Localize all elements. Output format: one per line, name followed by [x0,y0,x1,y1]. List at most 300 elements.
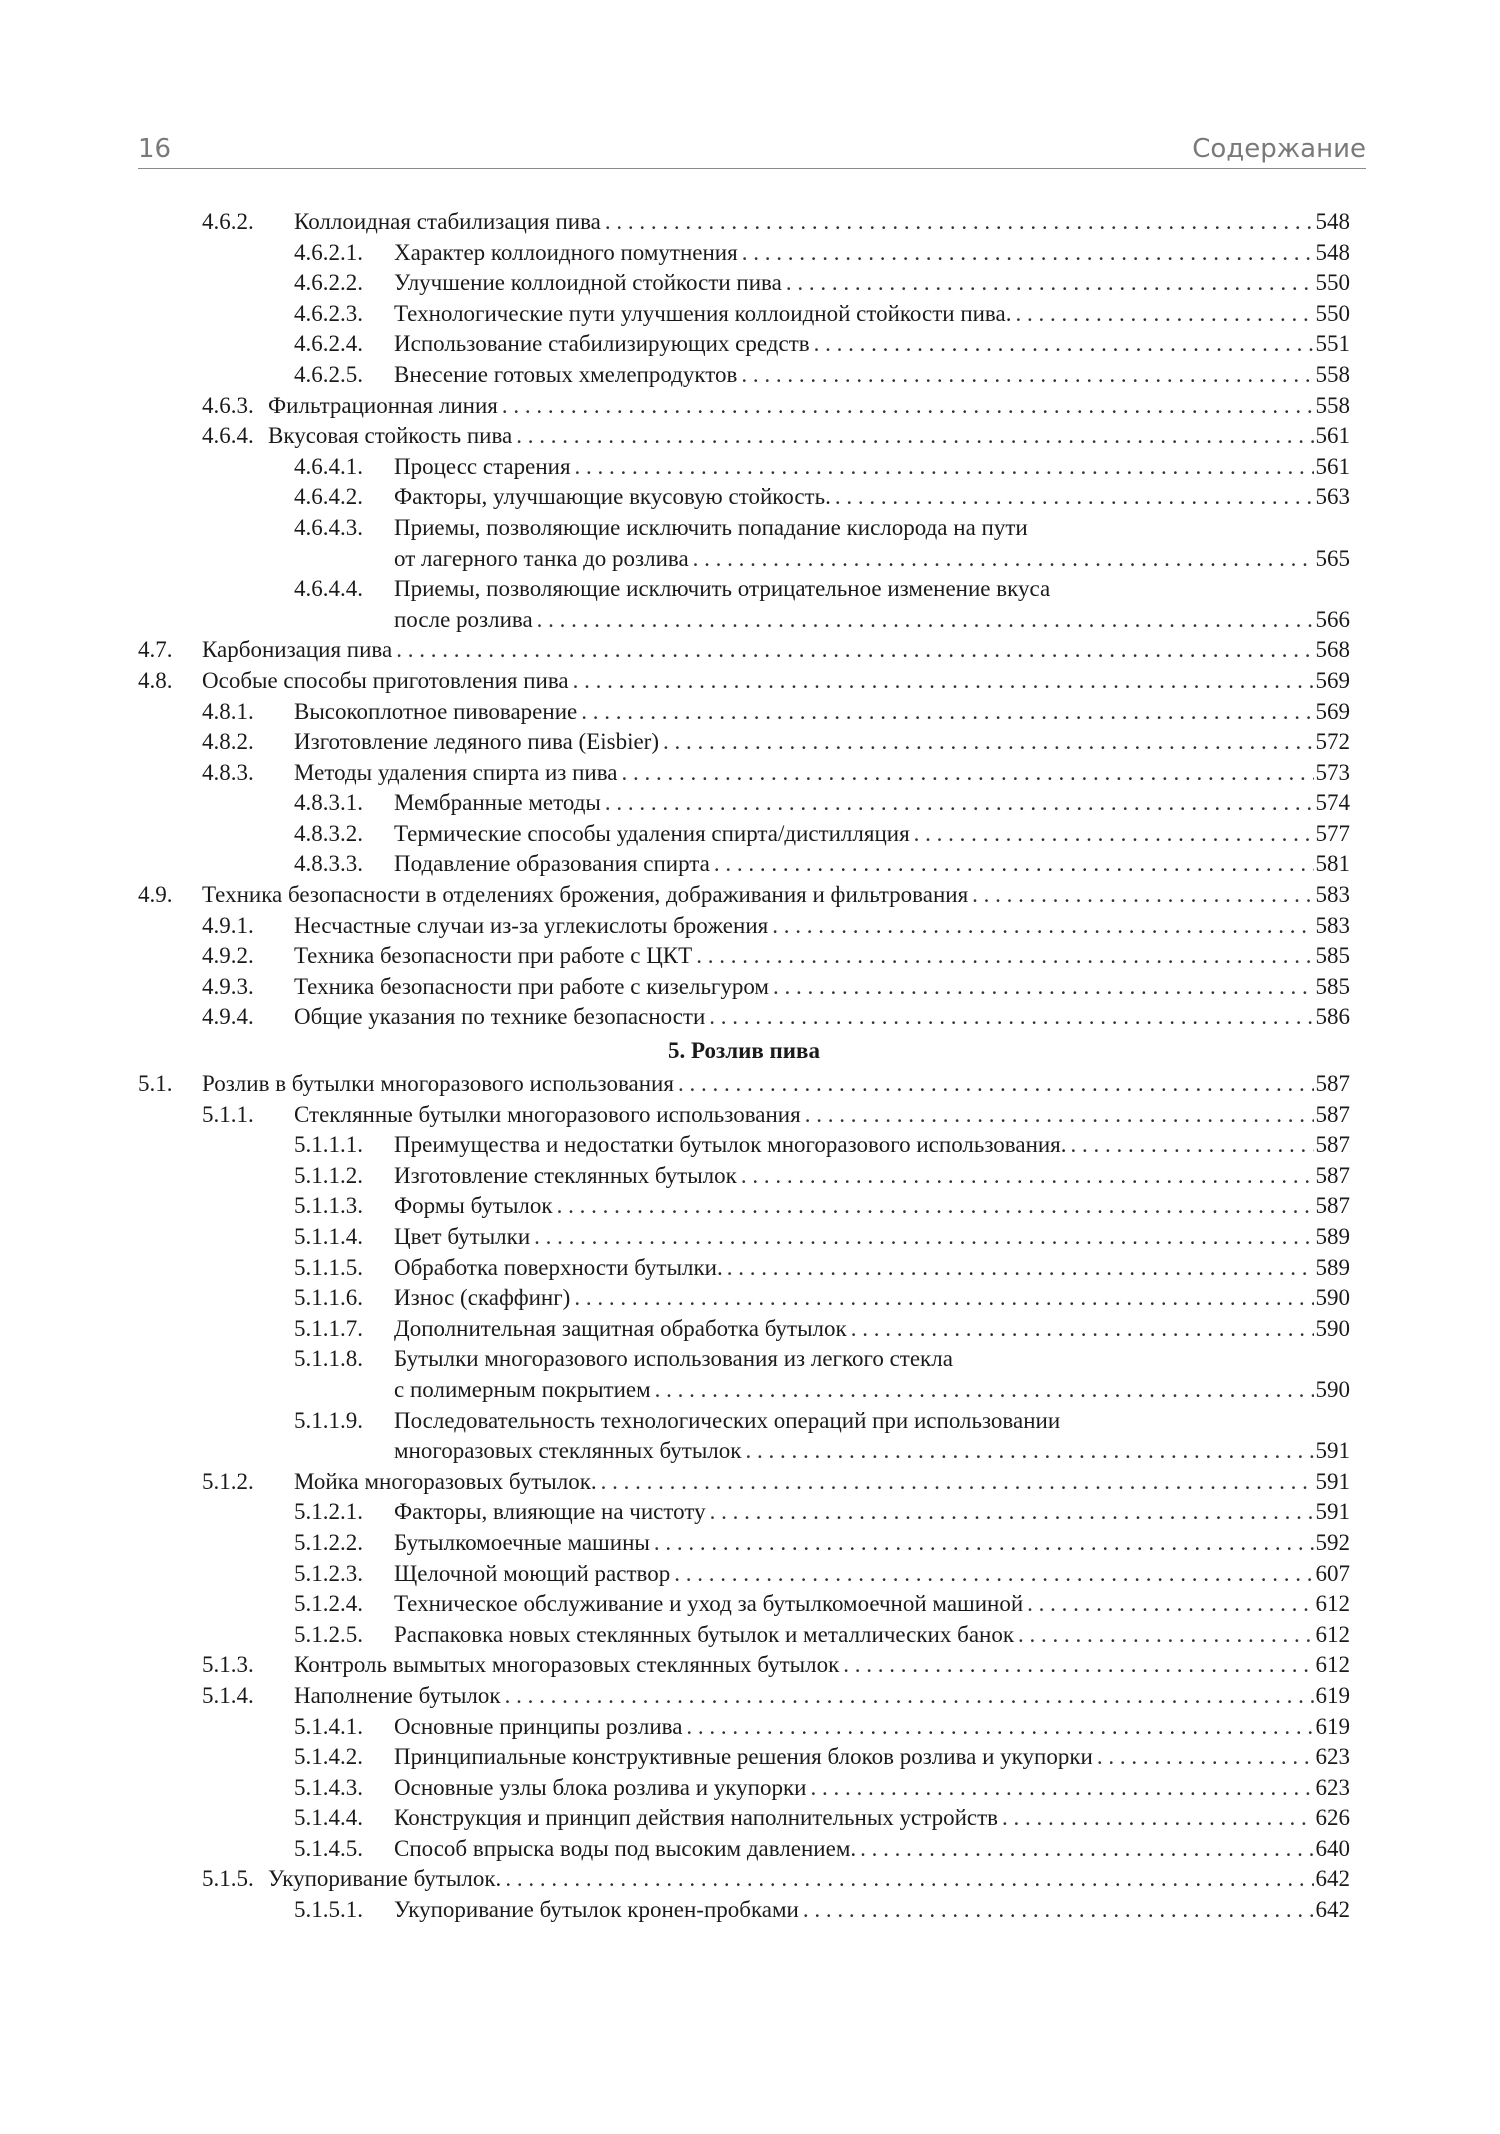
toc-entry-continuation [394,544,1350,575]
toc-entry[interactable] [138,849,1350,880]
dot-leader [1015,299,1313,330]
toc-entry-line [394,1497,1350,1528]
chapter-heading: 5. Розлив пива [668,1038,820,1064]
dot-leader [396,635,1313,666]
toc-entry-number: 5.1.1. [202,1101,254,1127]
toc-page-number: 587 [1315,1071,1350,1097]
toc-entry-number: 5.1.1.3. [294,1193,363,1219]
toc-entry-line [394,268,1350,299]
dot-leader [772,911,1313,942]
toc-entry-title: Технологические пути улучшения коллоидной стойкости пива. [394,300,1012,326]
toc-entry[interactable] [138,1803,1350,1834]
toc-entry-number: 4.8.3.3. [294,851,363,877]
dot-leader [709,1002,1313,1033]
toc-entry[interactable] [138,1344,1350,1405]
toc-entry[interactable] [138,1100,1350,1131]
toc-entry[interactable] [138,1681,1350,1712]
toc-entry-title: Последовательность технологических операций при использовании [394,1407,1061,1433]
toc-entry-title: Карбонизация пива [202,637,393,663]
toc-entry-number: 4.6.4.2. [294,484,363,510]
toc-entry-line [202,635,1350,666]
toc-entry[interactable] [138,299,1350,330]
toc-entry-title: Распаковка новых стеклянных бутылок и металлических банок [394,1621,1015,1647]
toc-entry[interactable] [138,635,1350,666]
toc-page-number: 574 [1315,790,1350,816]
toc-entry-title: Бутылки многоразового использования из легкого стекла [394,1346,953,1372]
toc-entry[interactable] [138,1864,1350,1895]
toc-entry-title: Стеклянные бутылки многоразового использования [294,1101,801,1127]
toc-entry-line [394,1161,1350,1192]
toc-entry-line [268,1864,1350,1895]
toc-entry[interactable] [138,1161,1350,1192]
toc-page-number: 577 [1315,820,1350,846]
toc-page-number: 548 [1315,239,1350,265]
toc-entry-number: 5.1.2.3. [294,1560,363,1586]
toc-entry-number: 5.1.1.6. [294,1285,363,1311]
toc-entry-title: Вкусовая стойкость пива [268,423,513,449]
toc-entry-line [394,1834,1350,1865]
toc-entry-number: 4.6.4.3. [294,514,363,540]
toc-entry[interactable] [138,1002,1350,1033]
dot-leader [693,544,1314,575]
toc-entry-title: Наполнение бутылок [294,1682,501,1708]
dot-leader [505,1864,1313,1895]
toc-entry-number: 5.1.1.5. [294,1254,363,1280]
toc-entry-line [294,941,1350,972]
toc-page-number: 612 [1315,1652,1350,1678]
dot-leader [534,1222,1313,1253]
toc-entry-line [394,360,1350,391]
toc-entry-title: Процесс старения [394,453,571,479]
toc-entry-line [394,819,1350,850]
toc-entry[interactable] [138,880,1350,911]
toc-entry-title: Приемы, позволяющие исключить попадание кислорода на пути [394,514,1028,540]
toc-entry[interactable] [138,1191,1350,1222]
toc-entry[interactable] [138,1773,1350,1804]
toc-entry-number: 5.1.4.4. [294,1805,363,1831]
toc-entry-number: 5.1.2.5. [294,1621,363,1647]
toc-page-number: 590 [1315,1285,1350,1311]
toc-page-number: 550 [1315,300,1350,326]
toc-page-number: 592 [1315,1529,1350,1555]
toc-page-number: 558 [1315,361,1350,387]
dot-leader [674,1559,1313,1590]
toc-entry-number: 5.1.1.2. [294,1162,363,1188]
toc-entry[interactable] [138,1589,1350,1620]
toc-entry-line [394,238,1350,269]
toc-entry-title: Мембранные методы [394,790,601,816]
dot-leader [1097,1742,1314,1773]
toc-entry[interactable] [138,329,1350,360]
toc-entry-line [394,1314,1350,1345]
toc-entry-title: Техника безопасности при работе с ЦКТ [294,943,693,969]
toc-entry-number: 5.1. [138,1071,173,1097]
toc-page-number: 591 [1315,1438,1350,1464]
toc-entry-title: Фильтрационная линия [268,392,498,418]
toc-entry-number: 4.6.2.1. [294,239,363,265]
toc-entry-line [268,391,1350,422]
toc-entry-line [268,421,1350,452]
dot-leader [654,1528,1314,1559]
toc-entry[interactable] [138,1559,1350,1590]
toc-entry-line [394,1130,1350,1161]
dot-leader [537,605,1314,636]
toc-entry[interactable] [138,1742,1350,1773]
toc-page-number: 642 [1315,1866,1350,1892]
toc-entry-number: 4.8.2. [202,729,254,755]
toc-entry[interactable] [138,1467,1350,1498]
running-header [138,128,1366,169]
toc-entry[interactable] [138,1528,1350,1559]
toc-entry-number: 5.1.5.1. [294,1897,363,1923]
toc-entry-line [394,1253,1350,1284]
toc-entry[interactable] [138,452,1350,483]
dot-leader [773,972,1314,1003]
dot-leader [678,1069,1314,1100]
dot-leader [814,329,1314,360]
toc-entry[interactable] [138,819,1350,850]
dot-leader [502,391,1314,422]
toc-page-number: 623 [1315,1774,1350,1800]
toc-entry-title: Розлив в бутылки многоразового использования [202,1071,674,1097]
toc-entry-line [202,666,1350,697]
dot-leader [803,1895,1314,1926]
toc-entry[interactable] [138,574,1350,635]
toc-page-number: 590 [1315,1315,1350,1341]
toc-entry-title: Высокоплотное пивоварение [294,698,578,724]
dot-leader [851,1314,1314,1345]
toc-entry-line [394,299,1350,330]
toc-entry-title: Бутылкомоечные машины [394,1529,650,1555]
toc-entry-number: 4.9.2. [202,943,254,969]
toc-entry[interactable] [138,1712,1350,1743]
toc-entry[interactable] [138,1497,1350,1528]
toc-entry-line [394,1773,1350,1804]
dot-leader [710,1497,1314,1528]
toc-entry-number: 5.1.2.1. [294,1499,363,1525]
toc-page-number: 551 [1315,331,1350,357]
toc-entry-line [394,482,1350,513]
dot-leader [714,849,1314,880]
toc-entry-number: 4.6.2.5. [294,361,363,387]
toc-entry[interactable] [138,391,1350,422]
toc-entry[interactable] [138,941,1350,972]
toc-entry-title: после розлива [394,606,533,632]
toc-entry-number: 4.9.3. [202,973,254,999]
toc-entry-title: Укупоривание бутылок кронен-пробками [394,1897,799,1923]
toc-entry[interactable] [138,1834,1350,1865]
toc-entry[interactable] [138,972,1350,1003]
toc-entry-number: 4.6.4.4. [294,576,363,602]
toc-entry-title: Термические способы удаления спирта/дистилляция [394,820,910,846]
toc-entry-title: Формы бутылок [394,1193,553,1219]
toc-page-number: 583 [1315,882,1350,908]
dot-leader [914,819,1314,850]
toc-page-number: 566 [1315,606,1350,632]
toc-entry-title: Приемы, позволяющие исключить отрицательное изменение вкуса [394,576,1051,602]
toc-entry-line [394,788,1350,819]
toc-page-number: 581 [1315,851,1350,877]
toc-page-number: 583 [1315,912,1350,938]
toc-entry-line [294,1002,1350,1033]
toc-entry-line [394,849,1350,880]
dot-leader [516,421,1313,452]
dot-leader [727,1253,1314,1284]
toc-entry[interactable] [138,1253,1350,1284]
toc-entry-title: Техническое обслуживание и уход за бутылкомоечной машиной [394,1591,1024,1617]
toc-entry-line [394,1712,1350,1743]
dot-leader [1071,1130,1314,1161]
dot-leader [741,1161,1314,1192]
toc-entry-title: Внесение готовых хмелепродуктов [394,361,738,387]
toc-entry-title: Укупоривание бутылок. [268,1866,502,1892]
toc-entry-line [394,1191,1350,1222]
dot-leader [601,1467,1314,1498]
toc-entry-title: Цвет бутылки [394,1224,531,1249]
toc-entry[interactable] [138,1283,1350,1314]
toc-entry-number: 4.6.4. [202,423,254,449]
toc-entry-number: 4.8. [138,667,173,693]
dot-leader [574,1283,1313,1314]
toc-entry[interactable] [138,1406,1350,1467]
dot-leader [696,941,1313,972]
toc-page-number: 558 [1315,392,1350,418]
toc-entry[interactable] [138,207,1350,238]
toc-entry-number: 4.6.2. [202,209,254,234]
toc-entry-line [394,1589,1350,1620]
dot-leader [505,1681,1314,1712]
dot-leader [1002,1803,1313,1834]
toc-page-number: 642 [1315,1897,1350,1923]
toc-entry-number: 4.9. [138,882,173,908]
toc-entry-title: Принципиальные конструктивные решения блоков розлива и укупорки [394,1744,1093,1770]
toc-entry-number: 5.1.2.4. [294,1591,363,1617]
toc-page-number: 587 [1315,1132,1350,1158]
toc-entry-number: 4.6.2.3. [294,300,363,326]
page-number: 16 [138,134,172,164]
toc-page-number: 561 [1315,423,1350,449]
toc-entry-line [294,911,1350,942]
toc-entry[interactable] [138,727,1350,758]
toc-entry-number: 4.6.2.4. [294,331,363,357]
toc-entry-title: Контроль вымытых многоразовых стеклянных бутылок [294,1652,840,1678]
toc-entry-title: Щелочной моющий раствор [394,1560,671,1586]
toc-entry-number: 5.1.1.9. [294,1407,363,1433]
toc-page-number: 619 [1315,1682,1350,1708]
toc-entry-line [294,1100,1350,1131]
toc-entry-number: 5.1.3. [202,1652,254,1678]
toc-entry-line [394,1742,1350,1773]
toc-entry-number: 4.8.3. [202,759,254,785]
toc-page-number: 612 [1315,1621,1350,1647]
dot-leader [573,666,1314,697]
toc-entry-title: Изготовление стеклянных бутылок [394,1162,737,1188]
dot-leader [810,1773,1313,1804]
toc-entry[interactable] [138,697,1350,728]
toc-entry-title: Конструкция и принцип действия наполнительных устройств [394,1805,999,1831]
toc-entry[interactable] [138,911,1350,942]
dot-leader [741,360,1313,391]
dot-leader [745,1436,1313,1467]
toc-page-number: 612 [1315,1591,1350,1617]
dot-leader [686,1712,1313,1743]
toc-entry-line [294,727,1350,758]
toc-page-number: 565 [1315,545,1350,571]
dot-leader [605,788,1314,819]
toc-entry-continuation [394,605,1350,636]
toc-entry-line [294,1681,1350,1712]
toc-entry-number: 5.1.4.1. [294,1713,363,1739]
toc-entry-number: 4.7. [138,637,173,663]
toc-entry[interactable] [138,482,1350,513]
toc-entry-line [202,1069,1350,1100]
toc-entry-title: Факторы, улучшающие вкусовую стойкость. [394,484,831,510]
toc-entry-title: Обработка поверхности бутылки. [394,1254,723,1280]
toc-page-number: 548 [1315,209,1350,234]
toc-entry-title: Методы удаления спирта из пива [294,759,618,785]
toc-page-number: 587 [1315,1101,1350,1127]
toc-entry-title: Техника безопасности при работе с кизельгуром [294,973,769,999]
toc-entry-number: 5.1.1.1. [294,1132,363,1158]
toc-page-number: 619 [1315,1713,1350,1739]
toc-entry[interactable] [138,666,1350,697]
dot-leader [805,1100,1314,1131]
toc-page-number: 626 [1315,1805,1350,1831]
toc-entry-number: 5.1.1.7. [294,1315,363,1341]
dot-leader [1027,1589,1313,1620]
running-title: Содержание [1192,134,1366,164]
toc-entry-number: 4.8.1. [202,698,254,724]
toc-entry-number: 5.1.2.2. [294,1529,363,1555]
toc-entry[interactable] [138,1650,1350,1681]
toc-page-number: 591 [1315,1499,1350,1525]
toc-entry-title: Преимущества и недостатки бутылок многоразового использования. [394,1132,1067,1158]
dot-leader [843,1650,1313,1681]
toc-entry[interactable] [138,238,1350,269]
toc-entry-line [294,758,1350,789]
toc-entry-title: Изготовление ледяного пива (Eisbier) [294,729,660,755]
toc-entry-title: Коллоидная стабилизация пива [294,209,601,234]
toc-page-number: 640 [1315,1835,1350,1861]
toc-page-number: 623 [1315,1744,1350,1770]
toc-entry-line [394,1528,1350,1559]
toc-entry[interactable] [138,1069,1350,1100]
toc-page-number: 572 [1315,729,1350,755]
dot-leader [575,452,1314,483]
toc-entry-number: 5.1.4.3. [294,1774,363,1800]
table-of-contents [138,207,1350,1926]
dot-leader [835,482,1314,513]
toc-entry-number: 5.1.1.8. [294,1346,363,1372]
toc-entry[interactable] [138,1620,1350,1651]
dot-leader [1018,1620,1313,1651]
toc-entry-title: Техника безопасности в отделениях брожения, дображивания и фильтрования [202,882,969,908]
toc-entry-number: 4.6.3. [202,392,254,418]
toc-entry-number: 5.1.4.2. [294,1744,363,1770]
toc-entry-number: 5.1.2. [202,1468,254,1494]
toc-entry-number: 4.9.4. [202,1004,254,1030]
toc-entry[interactable] [138,268,1350,299]
toc-page-number: 607 [1315,1560,1350,1586]
toc-entry-title: Использование стабилизирующих средств [394,331,810,357]
toc-entry[interactable] [138,360,1350,391]
toc-page-number: 589 [1315,1224,1350,1249]
dot-leader [581,697,1313,728]
toc-entry-line [294,207,1350,238]
toc-entry-title: Основные принципы розлива [394,1713,683,1739]
toc-entry-title: Основные узлы блока розлива и укупорки [394,1774,807,1800]
toc-entry-number: 4.6.2.2. [294,270,363,296]
toc-page-number: 587 [1315,1193,1350,1219]
toc-entry-line [394,1559,1350,1590]
toc-entry-line [394,329,1350,360]
toc-page-number: 573 [1315,759,1350,785]
dot-leader [786,268,1314,299]
toc-entry-line [394,1283,1350,1314]
toc-page-number: 589 [1315,1254,1350,1280]
toc-entry-title: Факторы, влияющие на чистоту [394,1499,706,1525]
toc-page-number: 563 [1315,484,1350,510]
toc-entry-number: 4.8.3.2. [294,820,363,846]
toc-entry-title: Несчастные случаи из-за углекислоты брожения [294,912,769,938]
toc-entry-line [394,1803,1350,1834]
toc-entry-line [394,1222,1350,1253]
toc-entry[interactable] [138,1222,1350,1253]
toc-entry-line [294,1467,1350,1498]
dot-leader [557,1191,1314,1222]
toc-entry[interactable] [138,758,1350,789]
toc-page-number: 561 [1315,453,1350,479]
toc-entry[interactable] [138,513,1350,574]
toc-entry-line [294,1650,1350,1681]
toc-page-number: 585 [1315,943,1350,969]
toc-page-number: 585 [1315,973,1350,999]
toc-entry-number: 4.6.4.1. [294,453,363,479]
toc-entry-title: от лагерного танка до розлива [394,545,689,571]
dot-leader [655,1375,1314,1406]
toc-entry-number: 5.1.4.5. [294,1835,363,1861]
toc-entry-title: Износ (скаффинг) [394,1285,571,1311]
toc-page-number: 586 [1315,1004,1350,1030]
toc-entry-line [294,697,1350,728]
toc-entry-continuation [394,1436,1350,1467]
toc-entry-title: Характер коллоидного помутнения [394,239,738,265]
toc-entry-number: 5.1.1.4. [294,1224,363,1249]
toc-entry[interactable] [138,421,1350,452]
toc-page-number: 590 [1315,1376,1350,1402]
toc-entry-title: Способ впрыска воды под высоким давлением. [394,1835,857,1861]
toc-entry[interactable] [138,1895,1350,1926]
toc-entry-title: многоразовых стеклянных бутылок [394,1438,742,1464]
dot-leader [663,727,1313,758]
toc-entry-line [294,972,1350,1003]
toc-entry[interactable] [138,1314,1350,1345]
dot-leader [742,238,1314,269]
toc-entry-title: Мойка многоразовых бутылок. [294,1468,597,1494]
toc-entry-title: Общие указания по технике безопасности [294,1004,706,1030]
toc-entry[interactable] [138,1130,1350,1161]
toc-entry-continuation [394,1375,1350,1406]
toc-page-number: 587 [1315,1162,1350,1188]
toc-entry-line [202,880,1350,911]
toc-page-number: 568 [1315,637,1350,663]
dot-leader [972,880,1313,911]
toc-entry-number: 5.1.4. [202,1682,254,1708]
toc-entry-title: с полимерным покрытием [394,1376,651,1402]
toc-entry-title: Дополнительная защитная обработка бутылок [394,1315,847,1341]
toc-entry[interactable] [138,788,1350,819]
toc-entry-title: Улучшение коллоидной стойкости пива [394,270,782,296]
